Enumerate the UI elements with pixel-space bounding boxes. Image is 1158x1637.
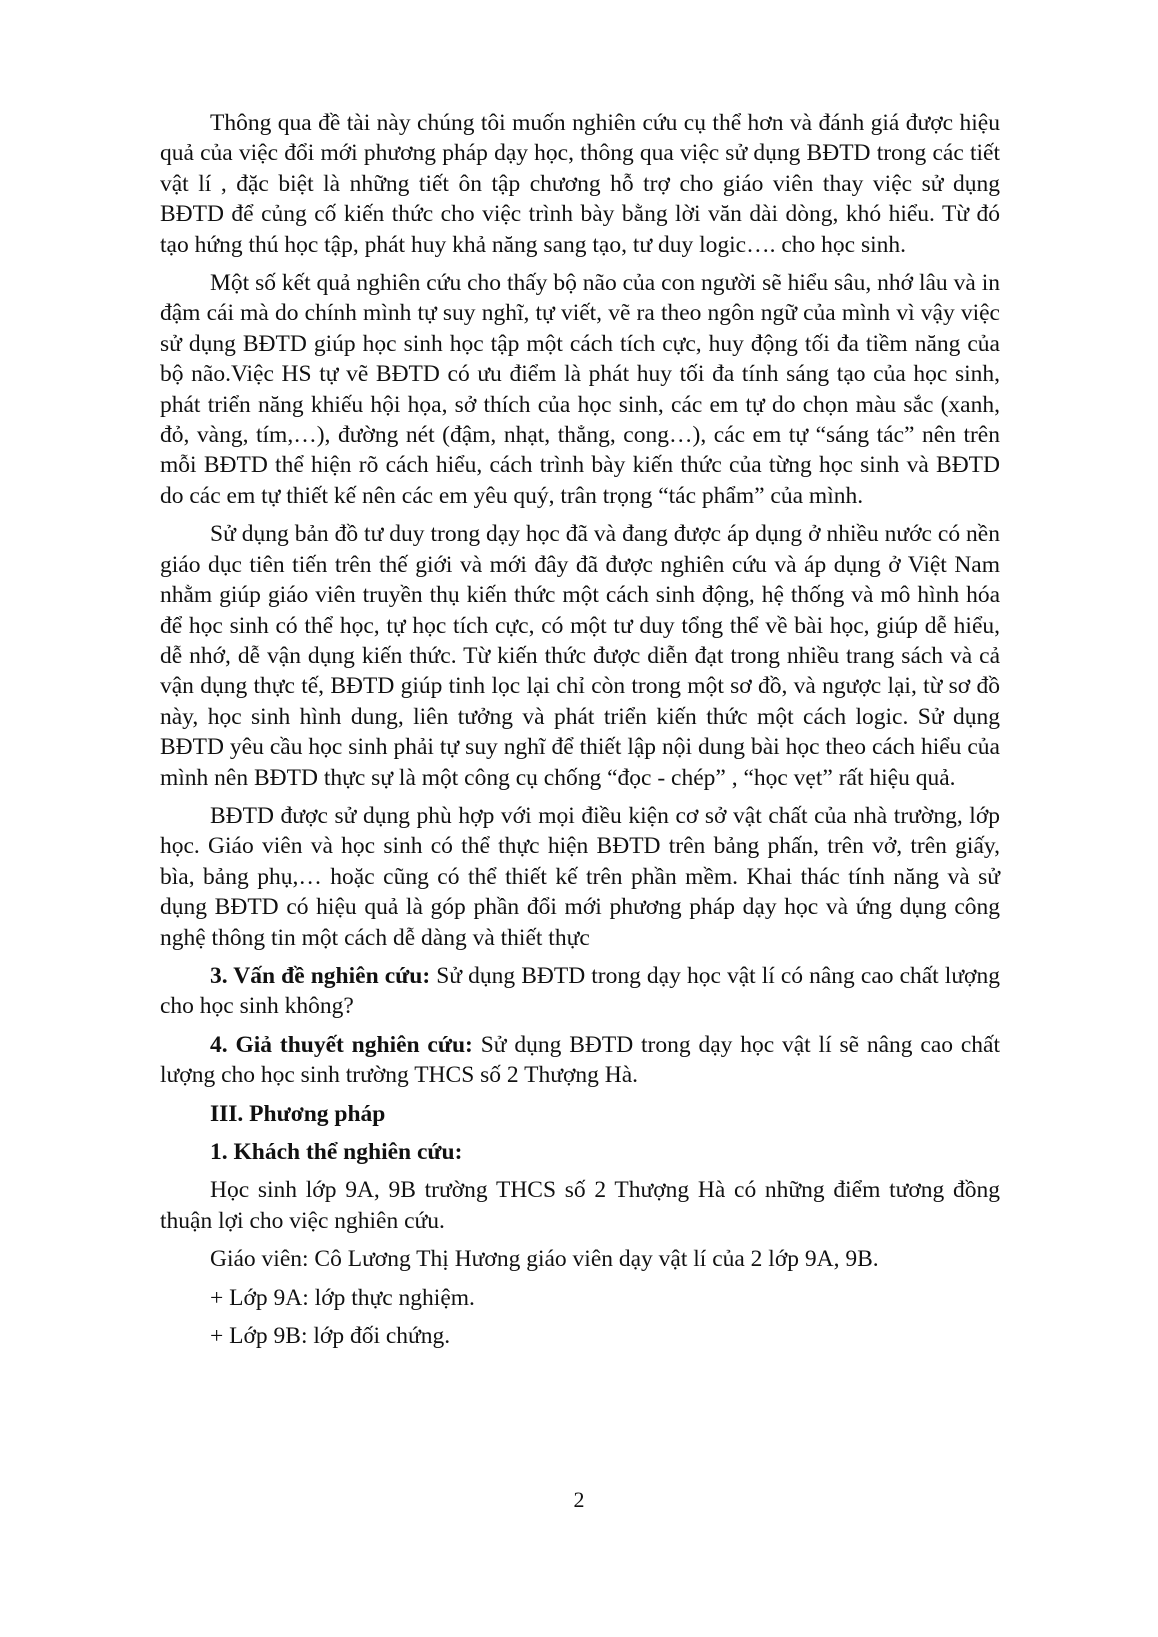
subjects-students: Học sinh lớp 9A, 9B trường THCS số 2 Thượng Hà có những điểm tương đồng thuận lợi cho việc nghiên cứu. xyxy=(160,1177,1000,1234)
heading-methods: III. Phương pháp xyxy=(210,1100,386,1127)
section-hypothesis-label: 4. Giả thuyết nghiên cứu: xyxy=(210,1031,473,1058)
subjects-class-b: + Lớp 9B: lớp đối chứng. xyxy=(210,1323,451,1350)
document-page xyxy=(160,108,1000,1359)
section-research-question xyxy=(160,961,1000,1022)
section-hypothesis xyxy=(160,1030,1000,1091)
subjects-class-a: + Lớp 9A: lớp thực nghiệm. xyxy=(210,1284,475,1311)
heading-research-subjects: 1. Khách thể nghiên cứu: xyxy=(210,1139,463,1165)
section-research-question-text: Sử dụng BĐTD trong dạy học vật lí có nâng cao chất lượng cho học sinh không? xyxy=(160,962,1000,1020)
paragraph-1: Thông qua đề tài này chúng tôi muốn nghiên cứu cụ thể hơn và đánh giá được hiệu quả của việc đổi mới phương pháp dạy học, thông qua việc sử dụng BĐTD trong các tiết vật lí , đặc biệt là những tiết ôn tập chương hỗ trợ cho giáo viên thay việc sử dụng BĐTD để củng cố kiến thức cho việc trình bày bằng lời văn dài dòng, khó hiểu. Từ đó tạo hứng thú học tập, phát huy khả năng sang tạo, tư duy logic…. cho học sinh. xyxy=(160,110,1000,258)
paragraph-4: BĐTD được sử dụng phù hợp với mọi điều kiện cơ sở vật chất của nhà trường, lớp học. Giáo viên và học sinh có thể thực hiện BĐTD trên bảng phấn, trên vở, trên giấy, bìa, bảng phụ,… hoặc cũng có thể thiết kế trên phần mềm. Khai thác tính năng và sử dụng BĐTD có hiệu quả là góp phần đổi mới phương pháp dạy học và ứng dụng công nghệ thông tin một cách dễ dàng và thiết thực xyxy=(160,802,1000,951)
section-hypothesis-text: Sử dụng BĐTD trong dạy học vật lí sẽ nâng cao chất lượng cho học sinh trường THCS số 2 Thượng Hà. xyxy=(160,1031,1000,1089)
paragraph-3: Sử dụng bản đồ tư duy trong dạy học đã và đang được áp dụng ở nhiều nước có nền giáo dục tiên tiến trên thế giới và mới đây đã được nghiên cứu và áp dụng ở Việt Nam nhằm giúp giáo viên truyền thụ kiến thức một cách sinh động, hệ thống và mô hình hóa để học sinh có thể học, tự học tích cực, có một tư duy tổng thể về bài học, giúp dễ hiểu, dễ nhớ, dễ vận dụng kiến thức. Từ kiến thức được diễn đạt trong nhiều trang sách và cả vận dụng thực tế, BĐTD giúp tinh lọc lại chỉ còn trong một sơ đồ, và ngược lại, từ sơ đồ này, học sinh hình dung, liên tưởng và phát triển kiến thức một cách logic. Sử dụng BĐTD yêu cầu học sinh phải tự suy nghĩ để thiết lập nội dung bài học theo cách hiểu của mình nên BĐTD thực sự là một công cụ chống “đọc - chép” , “học vẹt” rất hiệu quả. xyxy=(160,521,1000,791)
paragraph-2: Một số kết quả nghiên cứu cho thấy bộ não của con người sẽ hiểu sâu, nhớ lâu và in đậm cái mà do chính mình tự suy nghĩ, tự viết, vẽ ra theo ngôn ngữ của mình vì vậy việc sử dụng BĐTD giúp học sinh học tập một cách tích cực, huy động tối đa tiềm năng của bộ não.Việc HS tự vẽ BĐTD có ưu điểm là phát huy tối đa tính sáng tạo của học sinh, phát triển năng khiếu hội họa, sở thích của học sinh, các em tự do chọn màu sắc (xanh, đỏ, vàng, tím,…), đường nét (đậm, nhạt, thẳng, cong…), các em tự “sáng tác” nên trên mỗi BĐTD thể hiện rõ cách hiểu, cách trình bày kiến thức của từng học sinh và BĐTD do các em tự thiết kế nên các em yêu quý, trân trọng “tác phẩm” của mình. xyxy=(160,270,1000,509)
subjects-teacher: Giáo viên: Cô Lương Thị Hương giáo viên dạy vật lí của 2 lớp 9A, 9B. xyxy=(210,1246,879,1273)
page-number: 2 xyxy=(573,1487,585,1512)
section-research-question-label: 3. Vấn đề nghiên cứu: xyxy=(210,962,431,989)
